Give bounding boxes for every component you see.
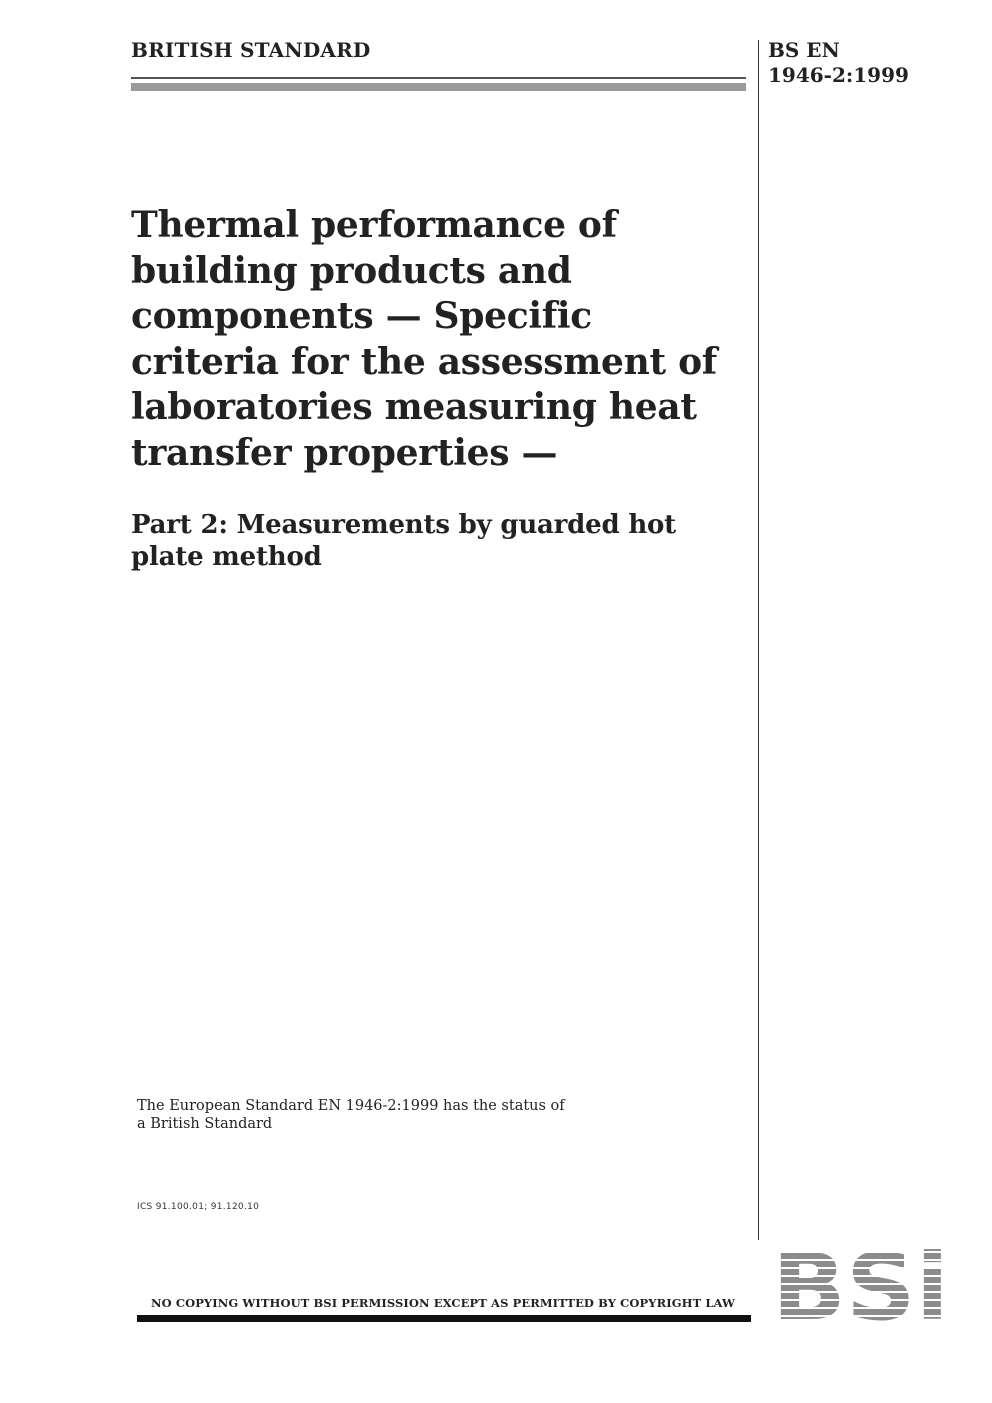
bsi-logo xyxy=(772,1245,949,1323)
bsi-logo-mark xyxy=(772,1245,949,1323)
header-rule-thin xyxy=(131,77,746,79)
footer-rule xyxy=(137,1315,751,1322)
header-rule-thick xyxy=(131,83,746,91)
document-number xyxy=(768,38,909,88)
document-number-line2: 1946-2:1999 xyxy=(768,63,909,87)
vertical-divider xyxy=(758,40,759,1240)
copyright-notice: NO COPYING WITHOUT BSI PERMISSION EXCEPT AS PERMITTED BY COPYRIGHT LAW xyxy=(150,1296,736,1310)
status-note: The European Standard EN 1946-2:1999 has the status of a British Standard xyxy=(137,1098,565,1132)
document-part-title: Part 2: Measurements by guarded hot plate method xyxy=(131,510,676,572)
ics-code: ICS 91.100.01; 91.120.10 xyxy=(137,1202,260,1212)
standard-type-label: BRITISH STANDARD xyxy=(131,38,371,62)
document-number-line1: BS EN xyxy=(768,38,840,62)
document-title: Thermal performance of building products and components — Specific criteria for the assessment of laboratories measuring heat transfer properties — xyxy=(131,204,717,474)
